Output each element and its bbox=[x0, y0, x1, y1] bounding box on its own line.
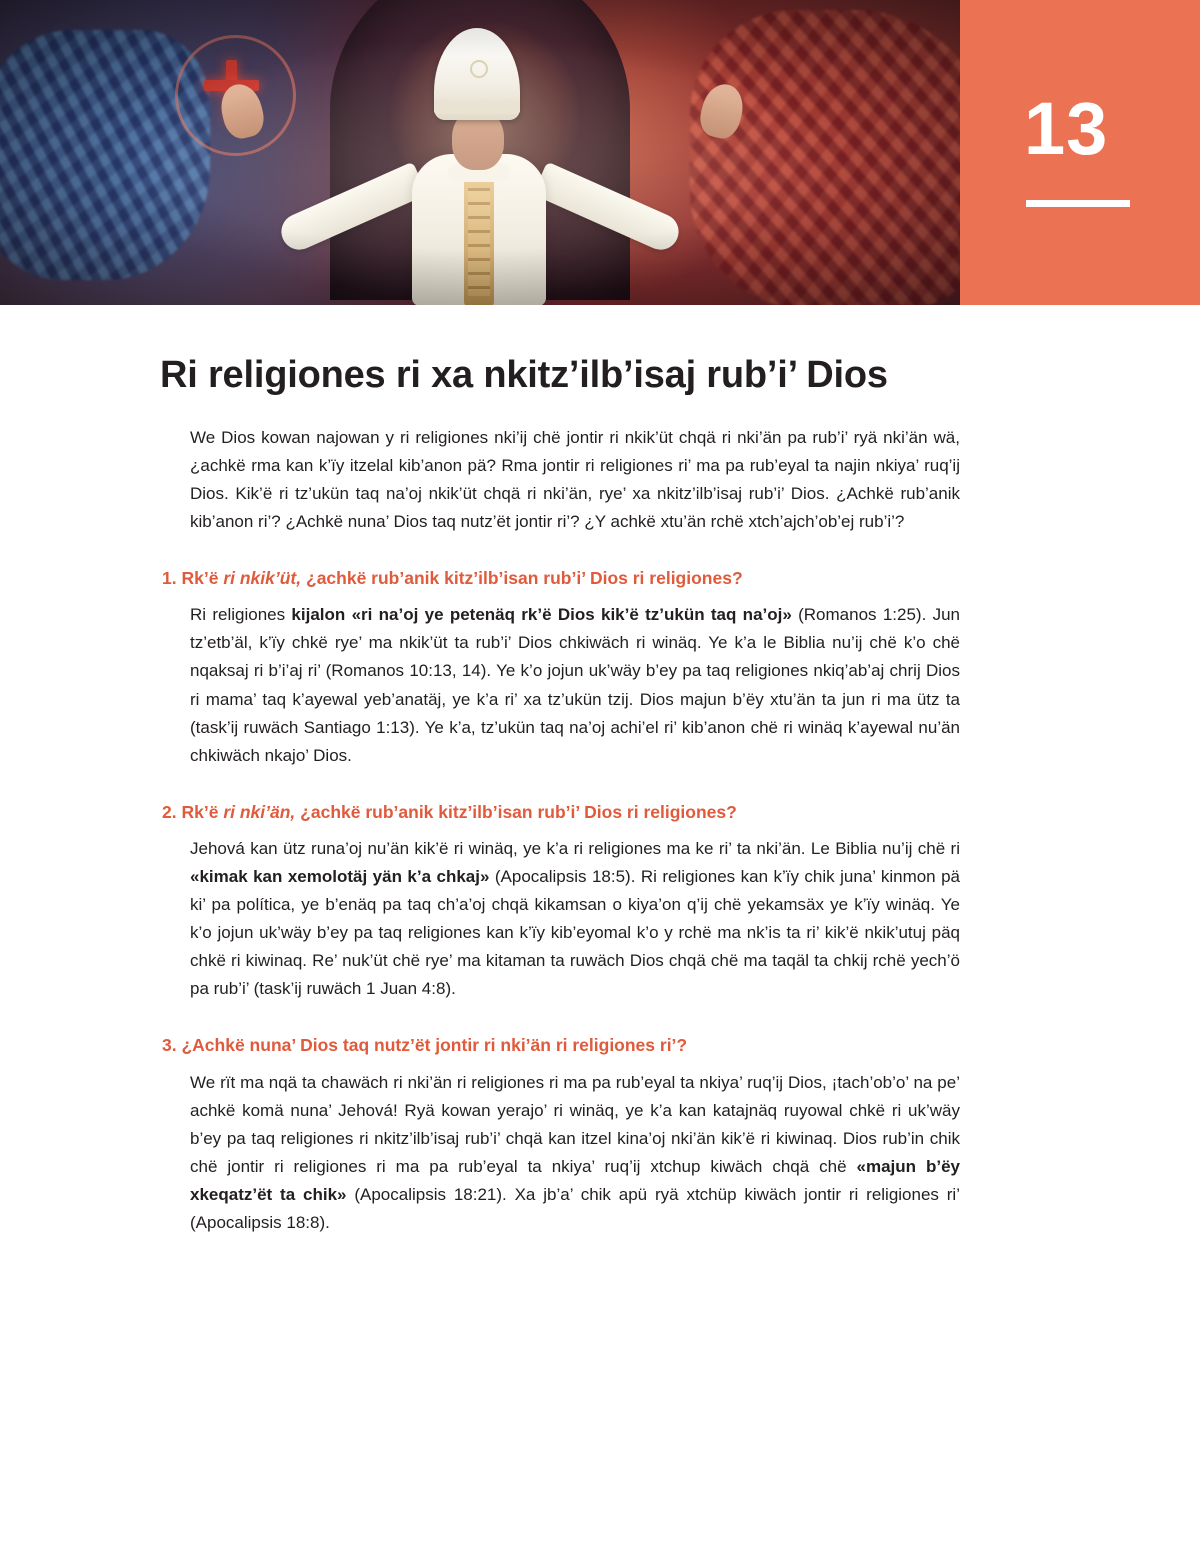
question-2-italic: ri nki’än, bbox=[223, 801, 296, 822]
chapter-number-block bbox=[960, 0, 1200, 305]
question-3 bbox=[162, 1033, 960, 1058]
chapter-number: 13 bbox=[1024, 87, 1109, 170]
answer-3: We rït ma nqä ta chawäch ri nki’än ri religiones ri ma pa rub’eyal ta nkiya’ ruq’ij Dios, ¡tach’ob’o’ na pe’ achkë komä nuna’ Jehová! Ryä kowan yerajo’ ri winäq, ye k’a kan katajnäq ruyowal chkë ri uk’wäy b’ey pa taq religiones ri nkitz’ilb’isaj rub’i’ chqä kan itzel kina’oj nki’än kik’ë ri kiwinaq. Dios rub’in chik chë jontir ri religiones ri ma pa rub’eyal ta nkiya’ ruq’ij xtchup kiwäch chqä chë «majun b’ëy xkeqatz’ët ta chik» (Apocalipsis 18:21). Xa jb’a’ chik apü ryä xtchüp kiwäch jontir ri religiones ri’ (Apocalipsis 18:8). bbox=[190, 1072, 960, 1232]
question-1-number: 1. bbox=[162, 568, 177, 589]
section-1 bbox=[162, 566, 961, 770]
question-1-rest: ¿achkë rub’anik kitz’ilb’isan rub’i’ Dios ri religiones? bbox=[306, 568, 743, 589]
mitre-emblem bbox=[470, 60, 488, 78]
page-header bbox=[0, 0, 1200, 305]
page-title: Ri religiones ri xa nkitz’ilb’isaj rub’i’ Dios bbox=[160, 354, 888, 396]
question-3-rest: ¿Achkë nuna’ Dios taq nutz’ët jontir ri nki’än ri religiones ri’? bbox=[181, 1035, 688, 1056]
stained-glass-left bbox=[0, 30, 210, 280]
question-2-rest: ¿achkë rub’anik kitz’ilb’isan rub’i’ Dios ri religiones? bbox=[300, 801, 737, 822]
question-2-lead: Rk’ë bbox=[181, 801, 219, 822]
question-3-number: 3. bbox=[162, 1035, 177, 1056]
section-3 bbox=[162, 1033, 960, 1237]
intro-paragraph: We Dios kowan najowan y ri religiones nki’ij chë jontir ri nkik’üt chqä ri nki’än pa rub’i’ ryä nki’än wä, ¿achkë rma kan k’ïy itzelal kib’anon pä? Rma jontir ri religiones ri’ ma pa rub’eyal ta najin nkiya’ ruq’ij Dios. Kik’ë ri tz’ukün taq na’oj nkik’üt chqä ri nki’än, rye’ xa nkitz’ilb’isaj rub’i’ Dios. ¿Achkë rub’anik kib’anon ri’? ¿Achkë nuna’ Dios taq nutz’ët jontir ri’? ¿Y achkë xtu’än rchë xtch’ajch’ob’ej rub’i’? bbox=[190, 427, 960, 531]
answer-2: Jehová kan ütz runa’oj nu’än kik’ë ri winäq, ye k’a ri religiones ma ke ri’ ta nki’än. Le Biblia nu’ij chë ri «kimak kan xemolotäj yän k’a chkaj» (Apocalipsis 18:5). Ri religiones kan k’ïy chik juna’ kinmon pä ki’ pa política, ye b’enäq pa taq ch’a’oj chqä kikamsan o kiya’on q’ij chë yekamsäx ye k’ïy winäq. Ye k’o jojun uk’wäy b’ey pa taq religiones kan k’ïy kib’eyomal k’o y rchë ma nk’is ta ri’ kik’ë nkik’utuj päq chkë ri kiwinaq. Re’ nuk’üt chë rye’ ma kitaman ta ruwäch Dios chqä chë ma taqäl ta chkij rchë yech’ö pa rub’i’ (task’ij ruwäch 1 Juan 4:8). bbox=[190, 839, 961, 999]
question-2 bbox=[162, 800, 960, 825]
mitre-band bbox=[434, 100, 520, 114]
stained-glass-right bbox=[690, 10, 960, 305]
section-2 bbox=[162, 800, 961, 1004]
article-content bbox=[162, 424, 961, 1237]
clergy-figure bbox=[330, 28, 630, 305]
hero-image bbox=[0, 0, 960, 305]
question-1-italic: ri nkik’üt, bbox=[223, 568, 302, 589]
question-1 bbox=[162, 566, 960, 591]
chapter-number-rule bbox=[1026, 200, 1130, 207]
figure-stole bbox=[464, 178, 494, 305]
page-body bbox=[0, 353, 1200, 1237]
question-1-lead: Rk’ë bbox=[181, 568, 219, 589]
answer-1: Ri religiones kijalon «ri na’oj ye petenäq rk’ë Dios kik’ë tz’ukün taq na’oj» (Romanos 1:25). Jun tz’etb’äl, k’ïy chkë rye’ ma nkik’üt ta rub’i’ Dios chkiwäch ri winäq. Ye k’a le Biblia nu’ij chë k’o chë nqaksaj ri b’i’aj ri’ (Romanos 10:13, 14). Ye k’o jojun uk’wäy b’ey pa taq religiones nkiq’ab’aj chrij Dios ri mama’ taq k’ayewal yeb’anatäj, ye k’a ri’ xa tz’ukün tzij. Dios majun b’ëy xtu’än ta jun ri ma ütz ta (task’ij ruwäch Santiago 1:13). Ye k’a, tz’ukün taq na’oj achi’el ri’ kib’anon chë ri winäq k’ayewal nu’än chkiwäch nkajo’ Dios. bbox=[190, 605, 961, 765]
question-2-number: 2. bbox=[162, 801, 177, 822]
